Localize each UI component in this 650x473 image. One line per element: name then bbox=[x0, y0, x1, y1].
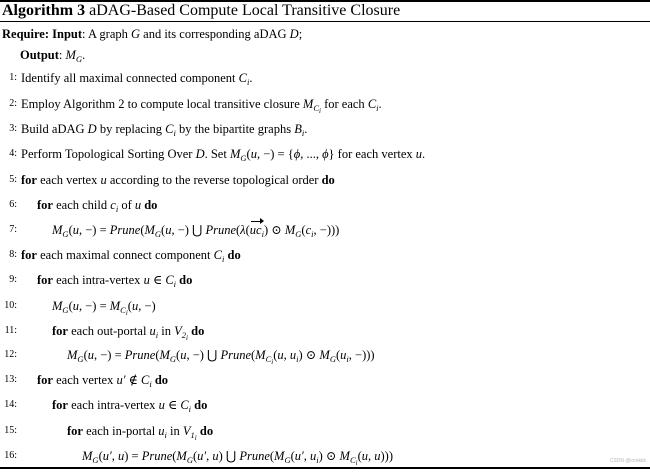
input-label: Input bbox=[52, 27, 83, 41]
output-label: Output bbox=[20, 48, 59, 62]
require-label: Require: bbox=[2, 27, 49, 41]
algorithm-name: aDAG-Based Compute Local Transitive Closure bbox=[89, 2, 401, 19]
algorithm-title bbox=[2, 2, 400, 20]
algorithm-number: Algorithm 3 bbox=[2, 2, 86, 19]
title-rule bbox=[0, 21, 650, 22]
bottom-rule bbox=[0, 467, 650, 469]
watermark: CSDN @cnokkk bbox=[609, 458, 646, 464]
